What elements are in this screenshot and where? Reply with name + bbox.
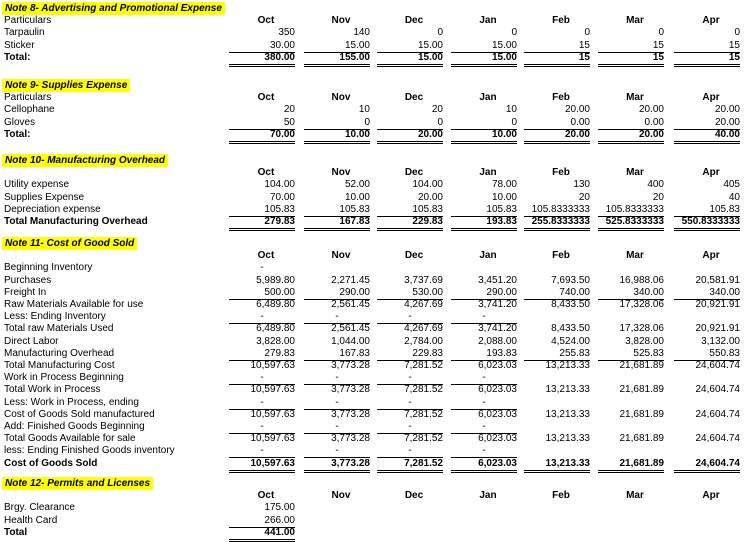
column-header: Feb	[552, 490, 570, 501]
cell-value: -	[229, 444, 295, 458]
row-label: Cellophane	[4, 104, 55, 115]
column-header: Apr	[702, 167, 720, 178]
column-header: Feb	[552, 92, 570, 103]
cell-value	[674, 526, 740, 539]
row-label: Total Manufacturing Cost	[4, 360, 115, 371]
column-header: Oct	[257, 250, 275, 261]
cell-value: -	[377, 420, 443, 434]
cell-value: 6,023.03	[478, 360, 517, 371]
note-title: Note 10- Manufacturing Overhead	[2, 154, 168, 167]
cell-value: 193.83	[451, 347, 517, 361]
cell-value: 105.8333333	[598, 203, 664, 217]
cell-value: 21,681.89	[619, 433, 664, 444]
cell-value: 15	[598, 39, 664, 53]
cell-value: 229.83	[377, 215, 443, 231]
cell-value: 3,741.20	[478, 299, 517, 310]
cell-value: 20.00	[598, 128, 664, 144]
cell-value	[674, 501, 740, 514]
cell-value	[377, 261, 443, 274]
cell-value: 167.83	[304, 347, 370, 361]
cell-value: 0	[377, 116, 443, 130]
cell-value: 15	[524, 39, 590, 53]
cell-value: 20,921.91	[695, 323, 740, 334]
cell-value: 525.83	[598, 347, 664, 361]
cell-value: 6,023.03	[451, 457, 517, 473]
cell-value: 500.00	[229, 286, 295, 300]
cell-value: 7,693.50	[551, 275, 590, 286]
cell-value: 3,741.20	[478, 323, 517, 334]
cell-value: 20	[578, 192, 590, 203]
cell-value: 2,561.45	[331, 299, 370, 310]
cell-value: 3,773.28	[331, 409, 370, 420]
cell-value	[304, 501, 370, 514]
cell-value: 0	[734, 27, 740, 38]
cell-value: 15	[674, 39, 740, 53]
cell-value: 4,267.69	[404, 299, 443, 310]
table-row	[0, 128, 745, 141]
cell-value: 20	[283, 104, 295, 115]
row-label: Less: Ending Inventory	[4, 311, 106, 322]
cell-value: -	[451, 396, 517, 410]
column-header: Nov	[331, 490, 351, 501]
cell-value	[598, 261, 664, 274]
cell-value	[304, 526, 370, 539]
table-row	[0, 444, 745, 457]
cell-value: 0	[304, 116, 370, 130]
row-label: Particulars	[4, 15, 52, 26]
table-row	[0, 383, 745, 396]
cell-value: 175.00	[264, 502, 295, 513]
row-label: Total raw Materials Used	[4, 323, 114, 334]
cell-value	[524, 261, 590, 274]
note-title: Note 8- Advertising and Promotional Expense	[2, 2, 225, 15]
cell-value: -	[451, 420, 517, 434]
cell-value: 20	[652, 192, 664, 203]
cell-value: 10	[358, 104, 370, 115]
row-label: Particulars	[4, 92, 52, 103]
cell-value: 2,271.45	[331, 275, 370, 286]
cell-value	[598, 501, 664, 514]
cell-value: 10	[505, 104, 517, 115]
cell-value: 24,604.74	[695, 360, 740, 371]
row-label: Less: Work in Process, ending	[4, 397, 139, 408]
cell-value: 10,597.63	[250, 384, 295, 395]
cell-value: 279.83	[229, 347, 295, 361]
row-label: Total Manufacturing Overhead	[4, 216, 148, 227]
cell-value: 20.00	[417, 192, 443, 203]
cell-value: 10.00	[491, 192, 517, 203]
column-header: Mar	[626, 490, 644, 501]
cell-value: 10,597.63	[250, 433, 295, 444]
cell-value: 350	[278, 27, 295, 38]
column-header: Nov	[331, 92, 351, 103]
cell-value: -	[451, 310, 517, 324]
cell-value: 3,132.00	[701, 336, 740, 347]
cell-value: 5,989.80	[256, 275, 295, 286]
column-header: Nov	[331, 15, 351, 26]
cell-value: 290.00	[304, 286, 370, 300]
table-row	[0, 526, 745, 539]
column-header: Oct	[257, 92, 275, 103]
column-header: Oct	[257, 15, 275, 26]
cell-value: 105.83	[229, 203, 295, 217]
row-label: Manufacturing Overhead	[4, 348, 115, 359]
cell-value: -	[229, 310, 295, 324]
cell-value: 0.00	[598, 116, 664, 130]
cell-value: 525.8333333	[598, 215, 664, 231]
column-header: Feb	[552, 15, 570, 26]
cell-value: -	[304, 396, 370, 410]
row-label: Freight In	[4, 287, 47, 298]
cell-value: 70.00	[269, 192, 295, 203]
cell-value: 13,213.33	[545, 360, 590, 371]
cell-value: 24,604.74	[695, 409, 740, 420]
cell-value: 20.00	[714, 104, 740, 115]
cell-value: -	[260, 262, 264, 273]
cell-value: 21,681.89	[619, 409, 664, 420]
cell-value: 3,451.20	[478, 275, 517, 286]
cell-value: 441.00	[229, 526, 295, 542]
cell-value: 40.00	[674, 128, 740, 144]
cell-value: -	[229, 371, 295, 385]
cell-value: 255.8333333	[524, 215, 590, 231]
cell-value: 50	[229, 116, 295, 130]
cell-value: 6,023.03	[478, 433, 517, 444]
cell-value: 8,433.50	[551, 299, 590, 310]
table-row	[0, 178, 745, 191]
cell-value: 17,328.06	[619, 323, 664, 334]
cell-value: 3,773.28	[331, 384, 370, 395]
cell-value: -	[377, 444, 443, 458]
cell-value: 20,581.91	[695, 275, 740, 286]
column-header: Dec	[404, 490, 424, 501]
row-label: Raw Materials Available for use	[4, 299, 144, 310]
column-header: Apr	[702, 92, 720, 103]
cell-value: 167.83	[304, 215, 370, 231]
cell-value: 24,604.74	[674, 457, 740, 473]
cell-value: 279.83	[229, 215, 295, 231]
table-row	[0, 215, 745, 228]
cell-value: 15.00	[304, 39, 370, 53]
cell-value: 290.00	[451, 286, 517, 300]
cell-value: -	[304, 444, 370, 458]
cell-value	[451, 261, 517, 274]
cell-value	[598, 444, 664, 457]
row-label: Beginning Inventory	[4, 262, 93, 273]
cell-value: 20.00	[638, 104, 664, 115]
row-label: Total	[4, 527, 28, 538]
column-header: Apr	[702, 15, 720, 26]
cell-value: 130	[573, 179, 590, 190]
cell-value	[451, 501, 517, 514]
cell-value: 3,828.00	[256, 336, 295, 347]
cell-value: 20.00	[524, 128, 590, 144]
cell-value: 740.00	[524, 286, 590, 300]
cell-value: -	[304, 420, 370, 434]
cell-value: 6,023.03	[478, 384, 517, 395]
row-label: Total:	[4, 129, 31, 140]
cell-value: 30.00	[229, 39, 295, 53]
column-header: Oct	[257, 167, 275, 178]
cell-value	[598, 526, 664, 539]
cell-value: 550.83	[674, 347, 740, 361]
cell-value: 10,597.63	[250, 409, 295, 420]
cell-value	[674, 261, 740, 274]
cell-value: 17,328.06	[619, 299, 664, 310]
column-header: Jan	[479, 92, 497, 103]
cell-value: 105.83	[451, 203, 517, 217]
row-label: Total Goods Available for sale	[4, 433, 136, 444]
cell-value: 0	[437, 27, 443, 38]
cell-value: 10,597.63	[250, 360, 295, 371]
row-label: Depreciation expense	[4, 204, 101, 215]
cell-value: 7,281.52	[377, 457, 443, 473]
cell-value: 4,267.69	[404, 323, 443, 334]
cell-value: 10.00	[451, 128, 517, 144]
cell-value: 13,213.33	[545, 433, 590, 444]
cell-value: 400	[647, 179, 664, 190]
cell-value: 140	[353, 27, 370, 38]
cell-value: 10.00	[344, 192, 370, 203]
cell-value: 193.83	[451, 215, 517, 231]
cell-value: -	[377, 396, 443, 410]
cell-value: 340.00	[598, 286, 664, 300]
table-row	[0, 322, 745, 335]
cell-value: 10,597.63	[229, 457, 295, 473]
cell-value: 2,784.00	[404, 336, 443, 347]
column-header: Feb	[552, 250, 570, 261]
column-header: Dec	[404, 92, 424, 103]
cell-value: 1,044.00	[331, 336, 370, 347]
cell-value: 15.00	[377, 51, 443, 67]
cell-value: -	[451, 371, 517, 385]
cell-value: 20.00	[674, 116, 740, 130]
row-label: Direct Labor	[4, 336, 59, 347]
cell-value: 24,604.74	[695, 384, 740, 395]
cell-value: -	[377, 371, 443, 385]
cell-value: 20.00	[377, 128, 443, 144]
cell-value: 7,281.52	[404, 384, 443, 395]
column-header: Jan	[479, 167, 497, 178]
row-label: Cost of Goods Sold	[4, 458, 98, 469]
cell-value: 13,213.33	[545, 384, 590, 395]
cell-value: 530.00	[377, 286, 443, 300]
column-header: Mar	[626, 15, 644, 26]
table-row	[0, 261, 745, 274]
cell-value	[524, 501, 590, 514]
cell-value: 0	[584, 27, 590, 38]
cell-value: 21,681.89	[619, 384, 664, 395]
table-row	[0, 501, 745, 514]
cell-value: 15.00	[451, 39, 517, 53]
column-header: Oct	[257, 490, 275, 501]
row-label: Add: Finished Goods Beginning	[4, 421, 145, 432]
cell-value: 104.00	[412, 179, 443, 190]
cell-value: -	[451, 444, 517, 458]
cell-value: 105.83	[674, 203, 740, 217]
cell-value: 266.00	[229, 514, 295, 528]
cell-value	[524, 526, 590, 539]
cell-value: 340.00	[674, 286, 740, 300]
note-title: Note 9- Supplies Expense	[2, 79, 130, 92]
cell-value: -	[229, 396, 295, 410]
row-label: Sticker	[4, 40, 35, 51]
column-header: Dec	[404, 250, 424, 261]
cell-value: 0	[658, 27, 664, 38]
cell-value: 6,489.80	[256, 299, 295, 310]
cell-value: 15	[598, 51, 664, 67]
cell-value: 78.00	[491, 179, 517, 190]
cell-value: 3,828.00	[625, 336, 664, 347]
cell-value: 7,281.52	[404, 360, 443, 371]
note-title: Note 11- Cost of Good Sold	[2, 237, 137, 250]
row-label: Total Work in Process	[4, 384, 101, 395]
cell-value: 6,489.80	[256, 323, 295, 334]
row-label: Supplies Expense	[4, 192, 85, 203]
cell-value: 0	[451, 116, 517, 130]
note-title: Note 12- Permits and Licenses	[2, 477, 153, 490]
cell-value: 229.83	[377, 347, 443, 361]
row-label: less: Ending Finished Goods inventory	[4, 445, 175, 456]
cell-value: 4,524.00	[551, 336, 590, 347]
row-label: Work in Process Beginning	[4, 372, 124, 383]
row-label: Total:	[4, 52, 31, 63]
row-label: Gloves	[4, 117, 36, 128]
column-header: Jan	[479, 490, 497, 501]
cell-value: 550.8333333	[674, 215, 740, 231]
column-header: Jan	[479, 250, 497, 261]
cell-value: 105.83	[304, 203, 370, 217]
row-label: Cost of Goods Sold manufactured	[4, 409, 155, 420]
cell-value: -	[229, 420, 295, 434]
cell-value: 3,773.28	[331, 360, 370, 371]
cell-value: 13,213.33	[524, 457, 590, 473]
cell-value: 15.00	[451, 51, 517, 67]
column-header: Feb	[552, 167, 570, 178]
cell-value: 24,604.74	[695, 433, 740, 444]
cell-value: 13,213.33	[545, 409, 590, 420]
cell-value	[304, 261, 370, 274]
cell-value: 0.00	[524, 116, 590, 130]
cell-value: 52.00	[344, 179, 370, 190]
cell-value: 0	[511, 27, 517, 38]
column-header: Dec	[404, 167, 424, 178]
cell-value: 3,773.28	[304, 457, 370, 473]
cell-value: -	[304, 371, 370, 385]
cell-value: 70.00	[229, 128, 295, 144]
cell-value: -	[377, 310, 443, 324]
cell-value: 2,088.00	[478, 336, 517, 347]
cell-value: 21,681.89	[619, 360, 664, 371]
cell-value: 380.00	[229, 51, 295, 67]
cell-value: -	[304, 310, 370, 324]
cell-value: 20	[431, 104, 443, 115]
cell-value: 20.00	[564, 104, 590, 115]
column-header: Apr	[702, 250, 720, 261]
row-label: Purchases	[4, 275, 52, 286]
cell-value: 105.8333333	[524, 203, 590, 217]
cell-value: 21,681.89	[598, 457, 664, 473]
cell-value	[524, 444, 590, 457]
cell-value	[377, 526, 443, 539]
cell-value	[451, 526, 517, 539]
column-header: Mar	[626, 250, 644, 261]
cell-value: 8,433.50	[551, 323, 590, 334]
cell-value: 10.00	[304, 128, 370, 144]
cell-value: 3,737.69	[404, 275, 443, 286]
table-row	[0, 457, 745, 470]
column-header: Mar	[626, 92, 644, 103]
row-label: Tarpaulin	[4, 27, 45, 38]
cell-value	[377, 501, 443, 514]
cell-value: 7,281.52	[404, 409, 443, 420]
column-header: Mar	[626, 167, 644, 178]
row-label: Brgy. Clearance	[4, 502, 75, 513]
cell-value: 104.00	[264, 179, 295, 190]
cell-value: 105.83	[377, 203, 443, 217]
column-header: Nov	[331, 167, 351, 178]
table-row	[0, 26, 745, 39]
cell-value: 155.00	[304, 51, 370, 67]
cell-value: 6,023.03	[478, 409, 517, 420]
column-header: Dec	[404, 15, 424, 26]
column-header: Jan	[479, 15, 497, 26]
cell-value: 3,773.28	[331, 433, 370, 444]
cell-value: 15.00	[377, 39, 443, 53]
row-label: Health Card	[4, 515, 58, 526]
column-header: Nov	[331, 250, 351, 261]
cell-value: 20,921.91	[695, 299, 740, 310]
cell-value: 255.83	[524, 347, 590, 361]
table-row	[0, 51, 745, 64]
cell-value: 15	[674, 51, 740, 67]
cell-value: 16,988.06	[619, 275, 664, 286]
cell-value: 40	[728, 192, 740, 203]
table-row	[0, 103, 745, 116]
row-label: Utility expense	[4, 179, 70, 190]
cell-value: 2,561.45	[331, 323, 370, 334]
cell-value: 7,281.52	[404, 433, 443, 444]
cell-value: 15	[524, 51, 590, 67]
cell-value	[674, 444, 740, 457]
cell-value: 405	[723, 179, 740, 190]
column-header: Apr	[702, 490, 720, 501]
